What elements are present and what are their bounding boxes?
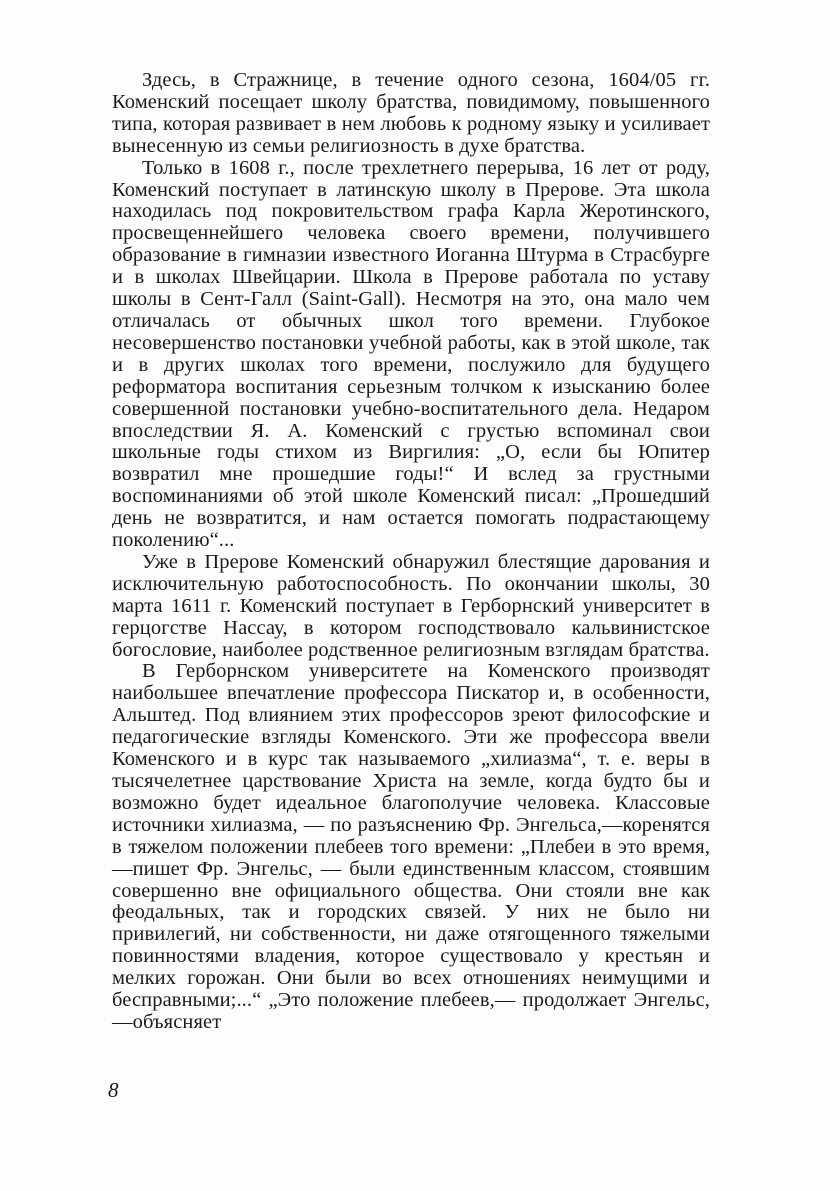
paragraph-2: Только в 1608 г., после трехлетнего перерыва, 16 лет от роду, Коменский поступает в латинскую школу в Прерове. Эта школа находилась под покровительством графа Карла Жеротинского, просвещеннейшего человека своего времени, получившего образование в гимназии известного Иоганна Штурма в Страсбурге и в школах Швейцарии. Школа в Прерове работала по уставу школы в Сент-Галл (Saint-Gall). Несмотря на это, она мало чем отличалась от обычных школ того времени. Глубокое несовершенство постановки учебной работы, как в этой школе, так и в других школах того времени, послужило для будущего реформатора воспитания серьезным толчком к изысканию более совершенной постановки учебно-воспитательного дела. Недаром впоследствии Я. А. Коменский с грустью вспоминал свои школьные годы стихом из Виргилия: „О, если бы Юпитер возвратил мне прошедшие годы!“ И вслед за грустными воспоминаниями об этой школе Коменский писал: „Прошедший день не возвратится, и нам остается помогать подрастающему поколению“... — [112, 156, 710, 552]
paragraph-4: В Герборнском университете на Коменского производят наибольшее впечатление профессора Пискатор и, в особенности, Альштед. Под влиянием этих профессоров зреют философские и педагогические взгляды Коменского. Эти же профессора ввели Коменского и в курс так называемого „хилиазма“, т. е. веры в тысячелетнее царствование Христа на земле, когда будто бы и возможно будет идеальное благополучие человека. Классовые источники хилиазма, — по разъяснению Фр. Энгельса,—коренятся в тяжелом положении плебеев того времени: „Плебеи в это время,—пишет Фр. Энгельс, — были единственным классом, стоявшим совершенно вне официального общества. Они стояли вне как феодальных, так и городских связей. У них не было ни привилегий, ни собственности, ни даже отягощенного тяжелыми повинностями владения, которое существовало у крестьян и мелких горожан. Они были во всех отношениях неимущими и бесправными;...“ „Это положение плебеев,— продолжает Энгельс, —объясняет — [112, 660, 710, 1033]
page-number: 8 — [108, 1078, 119, 1102]
body-text — [112, 70, 710, 1034]
paragraph-3: Уже в Прерове Коменский обнаружил блестящие дарования и исключительную работоспособность. По окончании школы, 30 марта 1611 г. Коменский поступает в Герборнский университет в герцогстве Нассау, в котором господствовало кальвинистское богословие, наиболее родственное религиозным взглядам братства. — [112, 550, 710, 661]
paragraph-1: Здесь, в Стражнице, в течение одного сезона, 1604/05 гг. Коменский посещает школу братства, повидимому, повышенного типа, которая развивает в нем любовь к родному языку и усиливает вынесенную из семьи религиозность в духе братства. — [112, 69, 710, 157]
